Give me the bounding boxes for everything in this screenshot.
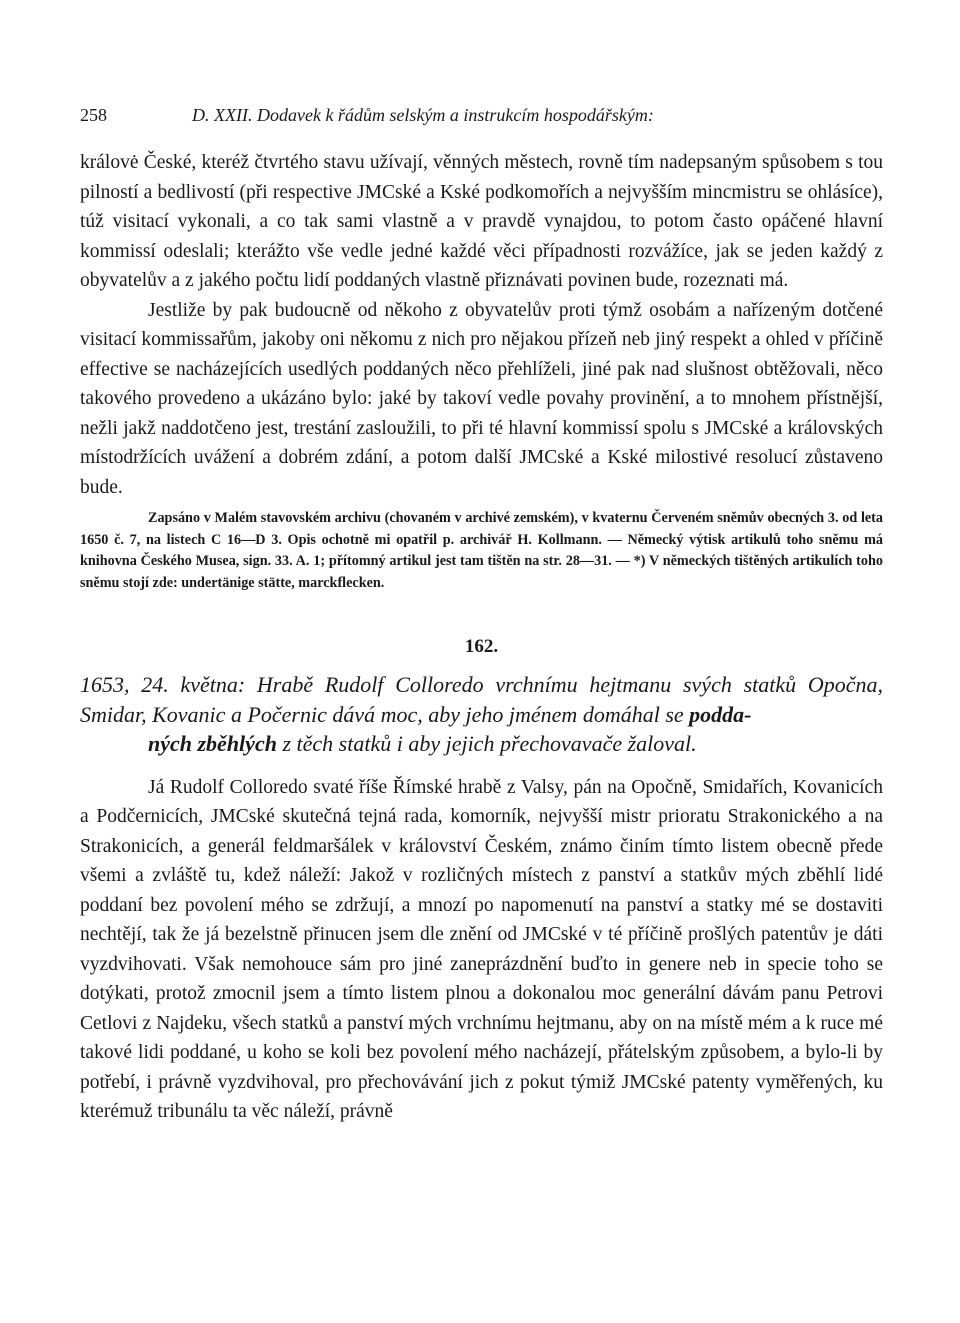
running-title: D. XXII. Dodavek k řádům selským a instrukcím hospodářským:	[192, 105, 654, 125]
source-note: Zapsáno v Malém stavovském archivu (chovaném v archivé zemském), v kvaternu Červeném sněmův obecných 3. od leta 1650 č. 7, na listech C 16—D 3. Opis ochotně mi opatřil p. archivář H. Kollmann. — Německý výtisk artikulů toho sněmu má knihovna Českého Musea, sign. 33. A. 1; přítomný artikul jest tam tištěn na str. 28—31. — *) V německých tištěných artikulích toho sněmu stojí zde: undertänige stätte, marckflecken.	[80, 510, 883, 591]
heading-line-3-text: z těch statků i aby jejich přechovavače žaloval.	[276, 731, 697, 756]
heading-emphasis-1: podda-	[689, 701, 752, 727]
heading-line-3	[80, 729, 883, 759]
page-number: 258	[80, 105, 107, 125]
heading-emphasis-2: ných zběhlých	[148, 731, 277, 756]
document-heading	[80, 670, 883, 759]
document-body: Já Rudolf Colloredo svaté říše Římské hrabě z Valsy, pán na Opočně, Smidařích, Kovanicích a Podčernicích, JMCské skutečná tejná rada, komorník, nejvyšší mistr prioratu Strakonického a na Strakonicích, a generál feldmaršálek v království Českém, známo činím tímto listem obecně přede všemi a zvláště tu, kdež náleží: Jakož v rozličných místech z panství a statkův mých zběhlí lidé poddaní bez povolení mého se zdržují, a mnozí po napomenutí na panství a statky mé se dostaviti nechtějí, tak že já bezelstně přinucen jsem dle znění od JMCské v té příčině prošlých patentův je dáti vyzdvihovati. Však nemohouce sám pro jiné zaneprázdnění buďto in genere neb in specie toho se dotýkati, protož zmocnil jsem a tímto listem plnou a dokonalou moc generální dávám panu Petrovi Cetlovi z Najdeku, všech statků a panství mých vrchnímu hejtmanu, aby on na místě mém a k ruce mé takové lidi poddané, u koho se koli bez povolení mého nacházejí, přátelským způsobem, a bylo-li by potřebí, i právně vyzdvihoval, pro přechovávání jich z pokut týmiž JMCské patenty vyměřených, ku kterémuž tribunálu ta věc náleží, právně	[80, 776, 883, 1122]
heading-line-2-text: Smidar, Kovanic a Počernic dává moc, aby jeho jménem domáhal se	[80, 701, 690, 727]
paragraph-jestlize: Jestliže by pak budoucně od někoho z obyvatelův proti týmž osobám a nařízeným dotčené visitací kommissařům, jakoby oni někomu z nich pro nějakou přízeň neb jiný respekt a ohled v příčině effective se nacházejících usedlých poddaných něco přehlíželi, jiné pak nad slušnost obtěžovali, něco takového provedeno a ukázáno bylo: jaké by takoví vedle povahy provinění, a to mnohem přístnější, nežli jakž naddotčeno jest, trestání zasloužili, to při té hlavní kommissí spolu s JMCské a královských místodržících uvážení a dobrém zdání, a potom další JMCské a Kské milostivé resolucí zůstaveno bude.	[80, 299, 883, 498]
document-number: 162.	[464, 636, 499, 657]
paragraph-continued: královė České, kteréž čtvrtého stavu užívají, věnných městech, rovně tím nadepsaným spůsobem s tou pilností a bedlivostí (při respective JMCské a Kské podkomořích a nejvyšším mincmistru se ohlásíce), túž visitací vykonali, a co tak sami vlastně a v pravdě vynajdou, to potom často opáčené hlavní kommissí odeslali; kterážto vše vedle jedné každé věci případnosti rozvážíce, jak se jeden každý z obyvatelův a z jakého počtu lidí poddaných vlastně přiznávati povinen bude, rozeznati má.	[80, 152, 883, 291]
document-page	[80, 98, 883, 1127]
running-head	[80, 98, 883, 132]
heading-line-2	[80, 702, 751, 727]
heading-line-1: 1653, 24. května: Hrabě Rudolf Colloredo vrchnímu hejtmanu svých statků Opočna,	[80, 672, 883, 697]
